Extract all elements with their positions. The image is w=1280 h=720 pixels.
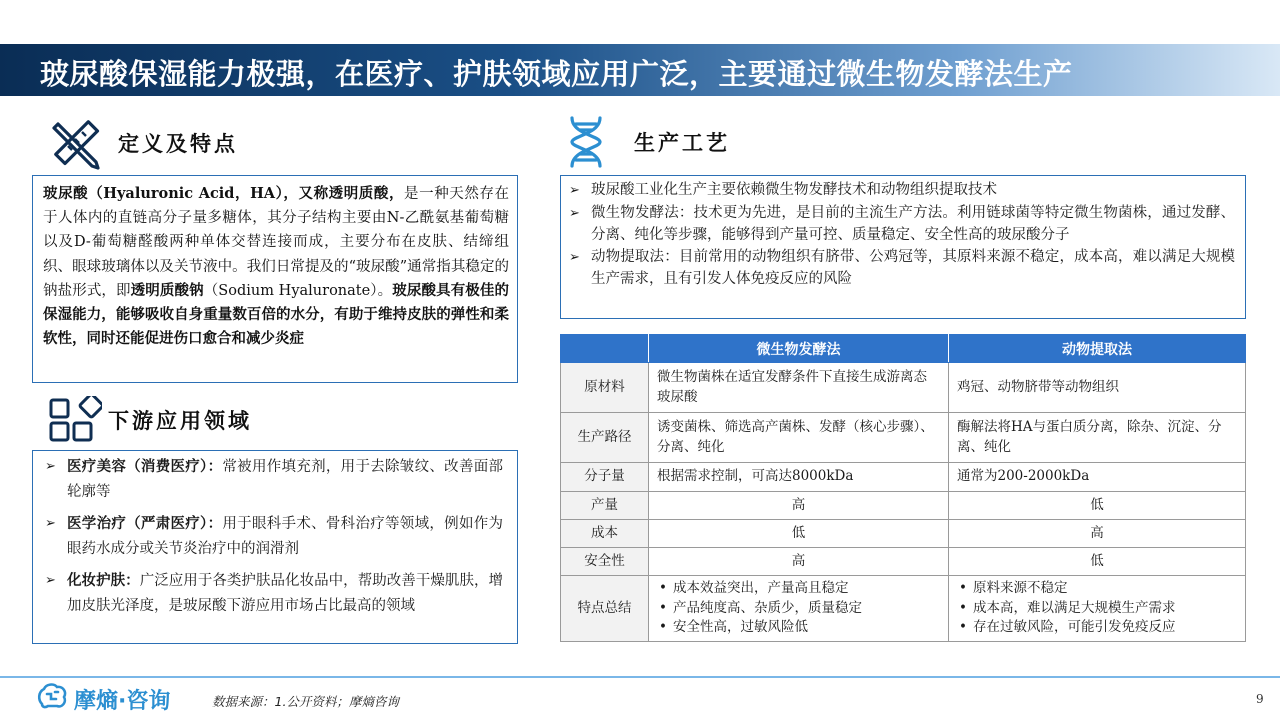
downstream-box	[32, 450, 518, 644]
arrow-bullet-icon: ➢	[45, 516, 56, 531]
row-label: 特点总结	[561, 576, 649, 642]
table-cell: 高	[649, 492, 949, 520]
table-header-cell: 微生物发酵法	[649, 335, 949, 363]
definition-text-1: 是一种天然存在于人体内的直链高分子量多糖体，其分子结构主要由N-乙酰氨基葡萄糖以及D-葡萄糖醛酸两种单体交替连接而成，主要分布在皮肤、结缔组织、眼球玻璃体以及关节液中。我们日常提及的“玻尿酸”通常指其稳定的钠盐形式，即	[43, 186, 510, 299]
table-cell: 根据需求控制，可高达8000kDa	[649, 463, 949, 492]
table-cell: 低	[949, 548, 1246, 576]
footer-divider	[0, 676, 1280, 678]
arrow-bullet-icon: ➢	[45, 459, 56, 474]
table-cell	[949, 576, 1246, 642]
list-item: • 成本高，难以满足大规模生产需求	[957, 599, 1237, 619]
downstream-item-text: 用于眼科手术、骨科治疗等领域，例如作为眼药水成分或关节炎治疗中的润滑剂	[67, 516, 504, 557]
table-cell	[649, 576, 949, 642]
list-item	[45, 569, 503, 618]
downstream-item-bold: 化妆护肤：	[67, 572, 140, 589]
list-item	[569, 203, 1235, 247]
process-item-text: 动物提取法：目前常用的动物组织有脐带、公鸡冠等，其原料来源不稳定，成本高，难以满足大规模生产需求，且有引发人体免疫反应的风险	[591, 249, 1235, 288]
list-item: • 原料来源不稳定	[957, 579, 1237, 599]
arrow-bullet-icon: ➢	[569, 205, 580, 221]
table-row	[561, 520, 1246, 548]
row-label: 安全性	[561, 548, 649, 576]
table-cell: 酶解法将HA与蛋白质分离，除杂、沉淀、分离、纯化	[949, 413, 1246, 463]
downstream-item-bold: 医疗美容（消费医疗）：	[67, 458, 223, 475]
downstream-heading: 下游应用领域	[108, 408, 252, 433]
table-header-row	[561, 335, 1246, 363]
page-number: 9	[1256, 692, 1264, 706]
title-bar	[0, 44, 1280, 96]
table-header-cell: 动物提取法	[949, 335, 1246, 363]
table-row	[561, 548, 1246, 576]
table-cell: 低	[949, 492, 1246, 520]
arrow-bullet-icon: ➢	[45, 573, 56, 588]
summary-list-a	[657, 579, 940, 638]
downstream-item-text: 广泛应用于各类护肤品化妆品中，帮助改善干燥肌肤，增加皮肤光泽度，是玻尿酸下游应用市场占比最高的领域	[67, 573, 504, 614]
definition-bold-2: 透明质酸钠	[130, 281, 204, 299]
table-cell: 通常为200-2000kDa	[949, 463, 1246, 492]
process-item-text: 微生物发酵法：技术更为先进，是目前的主流生产方法。利用链球菌等特定微生物菌株，通过发酵、分离、纯化等步骤，能够得到产量可控、质量稳定、安全性高的玻尿酸分子	[591, 204, 1235, 243]
brain-logo-icon	[36, 682, 68, 716]
downstream-header	[48, 396, 252, 444]
definition-text-2: （Sodium Hyaluronate）。	[203, 282, 393, 299]
definition-bold-3: 玻尿酸具有极佳的保湿能力，能够吸收自身重量数百倍的水分，有助于维持皮肤的弹性和柔软性，同时还能促进伤口愈合和减少炎症	[43, 281, 510, 348]
process-box	[560, 175, 1246, 319]
process-header	[564, 116, 730, 168]
row-label: 原材料	[561, 363, 649, 413]
row-label: 生产路径	[561, 413, 649, 463]
list-item	[45, 512, 503, 561]
arrow-bullet-icon: ➢	[569, 183, 580, 198]
table-cell: 诱变菌株、筛选高产菌株、发酵（核心步骤）、分离、纯化	[649, 413, 949, 463]
list-item: • 安全性高，过敏风险低	[657, 618, 940, 638]
list-item: • 成本效益突出，产量高且稳定	[657, 579, 940, 599]
definition-heading: 定义及特点	[118, 131, 238, 156]
table-row	[561, 492, 1246, 520]
process-list	[561, 176, 1245, 291]
dna-icon	[564, 116, 608, 168]
process-heading: 生产工艺	[634, 130, 730, 155]
list-item: • 存在过敏风险，可能引发免疫反应	[957, 618, 1237, 638]
table-cell: 高	[649, 548, 949, 576]
table-cell: 低	[649, 520, 949, 548]
table-header-cell	[561, 335, 649, 363]
table-cell: 微生物菌株在适宜发酵条件下直接生成游离态玻尿酸	[649, 363, 949, 413]
arrow-bullet-icon: ➢	[569, 250, 580, 266]
table-row	[561, 363, 1246, 413]
definition-bold-1: 玻尿酸（Hyaluronic Acid，HA），又称透明质酸，	[43, 185, 405, 202]
comparison-table	[560, 334, 1246, 642]
downstream-list	[33, 451, 517, 618]
data-source: 数据来源：1.公开资料；摩熵咨询	[212, 694, 399, 709]
list-item	[569, 247, 1235, 291]
row-label: 产量	[561, 492, 649, 520]
table-row	[561, 463, 1246, 492]
table-cell: 鸡冠、动物脐带等动物组织	[949, 363, 1246, 413]
row-label: 分子量	[561, 463, 649, 492]
logo	[36, 682, 170, 716]
process-item-text: 玻尿酸工业化生产主要依赖微生物发酵技术和动物组织提取技术	[591, 182, 997, 198]
page-title: 玻尿酸保湿能力极强，在医疗、护肤领域应用广泛，主要通过微生物发酵法生产	[40, 57, 1073, 91]
definition-text	[33, 176, 517, 357]
downstream-item-bold: 医学治疗（严肃医疗）：	[67, 515, 223, 532]
summary-list-b	[957, 579, 1237, 638]
table-row	[561, 413, 1246, 463]
table-row	[561, 576, 1246, 642]
list-item	[45, 455, 503, 504]
list-item: • 产品纯度高、杂质少，质量稳定	[657, 599, 940, 619]
pencil-ruler-icon	[48, 116, 104, 170]
downstream-item-text: 常被用作填充剂，用于去除皱纹、改善面部轮廓等	[67, 459, 504, 500]
list-item	[569, 180, 1235, 202]
definition-header	[48, 116, 238, 170]
row-label: 成本	[561, 520, 649, 548]
grid-apps-icon	[48, 396, 102, 444]
logo-text: 摩熵·咨询	[74, 688, 171, 714]
definition-box	[32, 175, 518, 383]
table-cell: 高	[949, 520, 1246, 548]
